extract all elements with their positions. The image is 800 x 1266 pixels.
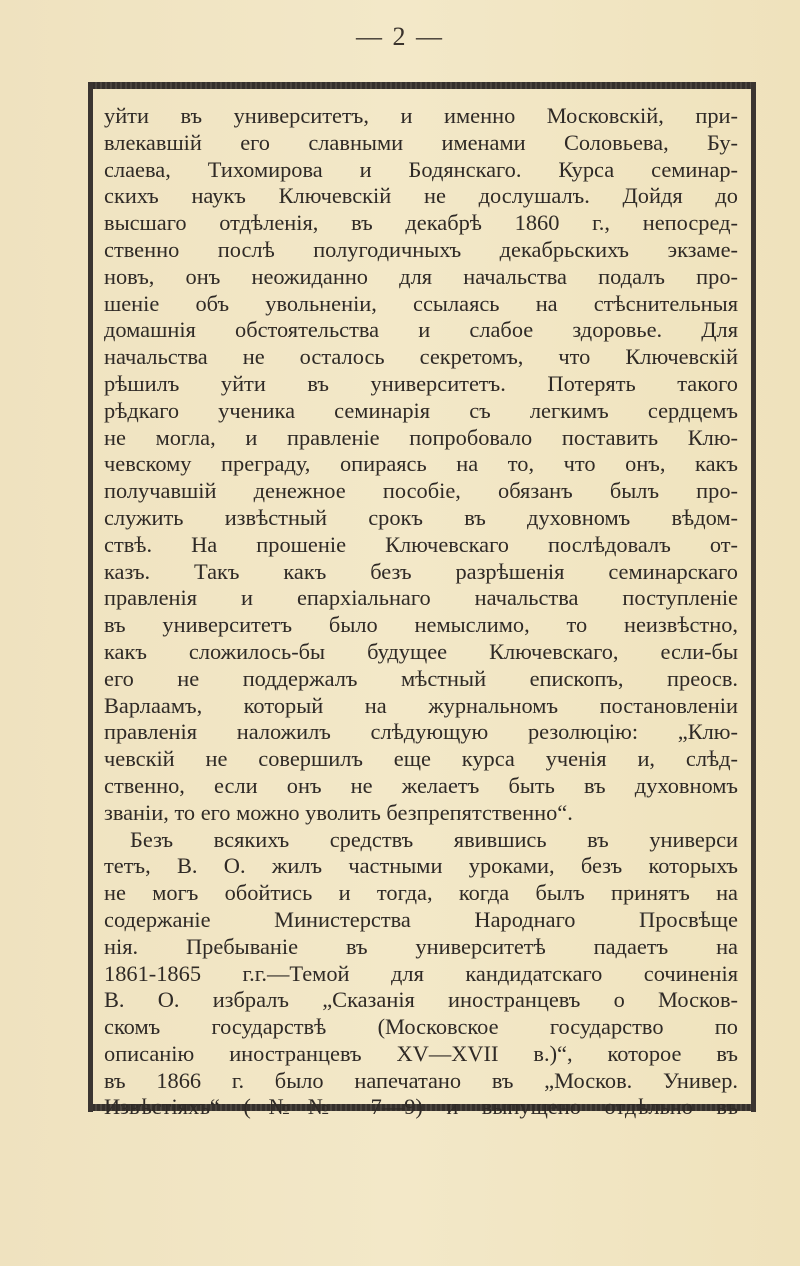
right-border-rule — [751, 82, 756, 1112]
text-line: скихъ наукъ Ключевскiй не дослушалъ. Дойдя до — [104, 183, 738, 209]
text-line: Извѣстiяхъ“ (№№ 7—9) и выпущено отдѣльно въ — [104, 1094, 738, 1120]
text-line: ственно, если онъ не желаетъ быть въ духовномъ — [104, 772, 738, 798]
text-line: скомъ государствѣ (Московское государство по — [104, 1014, 738, 1040]
left-border-rule — [88, 82, 93, 1112]
text-line: содержанiе Министерства Народнаго Просвѣще — [104, 906, 738, 932]
paragraph-first-line: Безъ всякихъ средствъ явившись въ универси — [130, 826, 738, 852]
text-line: уйти въ университетъ, и именно Московскiй, при- — [104, 103, 738, 128]
text-line: его не поддержалъ мѣстный епископъ, преосв. — [104, 665, 738, 691]
text-line: правленiя и епархiальнаго начальства поступленiе — [104, 585, 738, 611]
text-line: шенiе объ увольненiи, ссылаясь на стѣснительныя — [104, 290, 738, 316]
text-line: нiя. Пребыванiе въ университетѣ падаетъ на — [104, 933, 738, 959]
page-number: — 2 — — [356, 22, 444, 51]
text-line: домашнiя обстоятельства и слабое здоровье. Для — [104, 317, 738, 343]
text-line: тетъ, В. О. жилъ частными уроками, безъ которыхъ — [104, 853, 738, 879]
text-line: слаева, Тихомирова и Бодянскаго. Курса семинар- — [104, 156, 738, 182]
text-line: служить извѣстный срокъ въ духовномъ вѣдом- — [104, 504, 738, 530]
text-line: казъ. Такъ какъ безъ разрѣшенiя семинарскаго — [104, 558, 738, 584]
text-line: въ университетъ было немыслимо, то неизвѣстно, — [104, 612, 738, 638]
text-line: получавшiй денежное пособiе, обязанъ былъ про- — [104, 478, 738, 504]
text-line: правленiя наложилъ слѣдующую резолюцiю: „Клю- — [104, 719, 738, 745]
text-line: ственно послѣ полугодичныхъ декабрьскихъ экзаме- — [104, 236, 738, 262]
text-line: влекавшiй его славными именами Соловьева, Бу- — [104, 129, 738, 155]
text-line: начальства не осталось секретомъ, что Ключевскiй — [104, 344, 738, 370]
text-line: новъ, онъ неожиданно для начальства подалъ про- — [104, 263, 738, 289]
text-line: званiи, то его можно уволить безпрепятственно“. — [104, 799, 573, 825]
text-line: ствѣ. На прошенiе Ключевскаго послѣдовалъ от- — [104, 531, 738, 557]
body-text — [104, 103, 738, 1121]
text-line: В. О. избралъ „Сказанiя иностранцевъ о Москов- — [104, 987, 738, 1013]
text-line: не могла, и правленiе попробовало поставить Клю- — [104, 424, 738, 450]
text-line: чевскiй не совершилъ еще курса ученiя и, слѣд- — [104, 746, 738, 772]
text-line: рѣшилъ уйти въ университетъ. Потерять такого — [104, 370, 738, 396]
text-line: описанiю иностранцевъ XV—XVII в.)“, которое въ — [104, 1040, 738, 1066]
text-line: высшаго отдѣленiя, въ декабрѣ 1860 г., непосред- — [104, 210, 738, 236]
text-line: 1861-1865 г.г.—Темой для кандидатскаго сочиненiя — [104, 960, 738, 986]
text-line: не могъ обойтись и тогда, когда былъ принятъ на — [104, 880, 738, 906]
top-border-rule — [92, 82, 752, 89]
text-line: какъ сложилось-бы будущее Ключевскаго, если-бы — [104, 638, 738, 664]
text-line: въ 1866 г. было напечатано въ „Москов. Универ. — [104, 1067, 738, 1093]
text-line: чевскому преграду, опираясь на то, что онъ, какъ — [104, 451, 738, 477]
text-line: рѣдкаго ученика семинарiя съ легкимъ сердцемъ — [104, 397, 738, 423]
text-line: Варлаамъ, который на журнальномъ постановленiи — [104, 692, 738, 718]
